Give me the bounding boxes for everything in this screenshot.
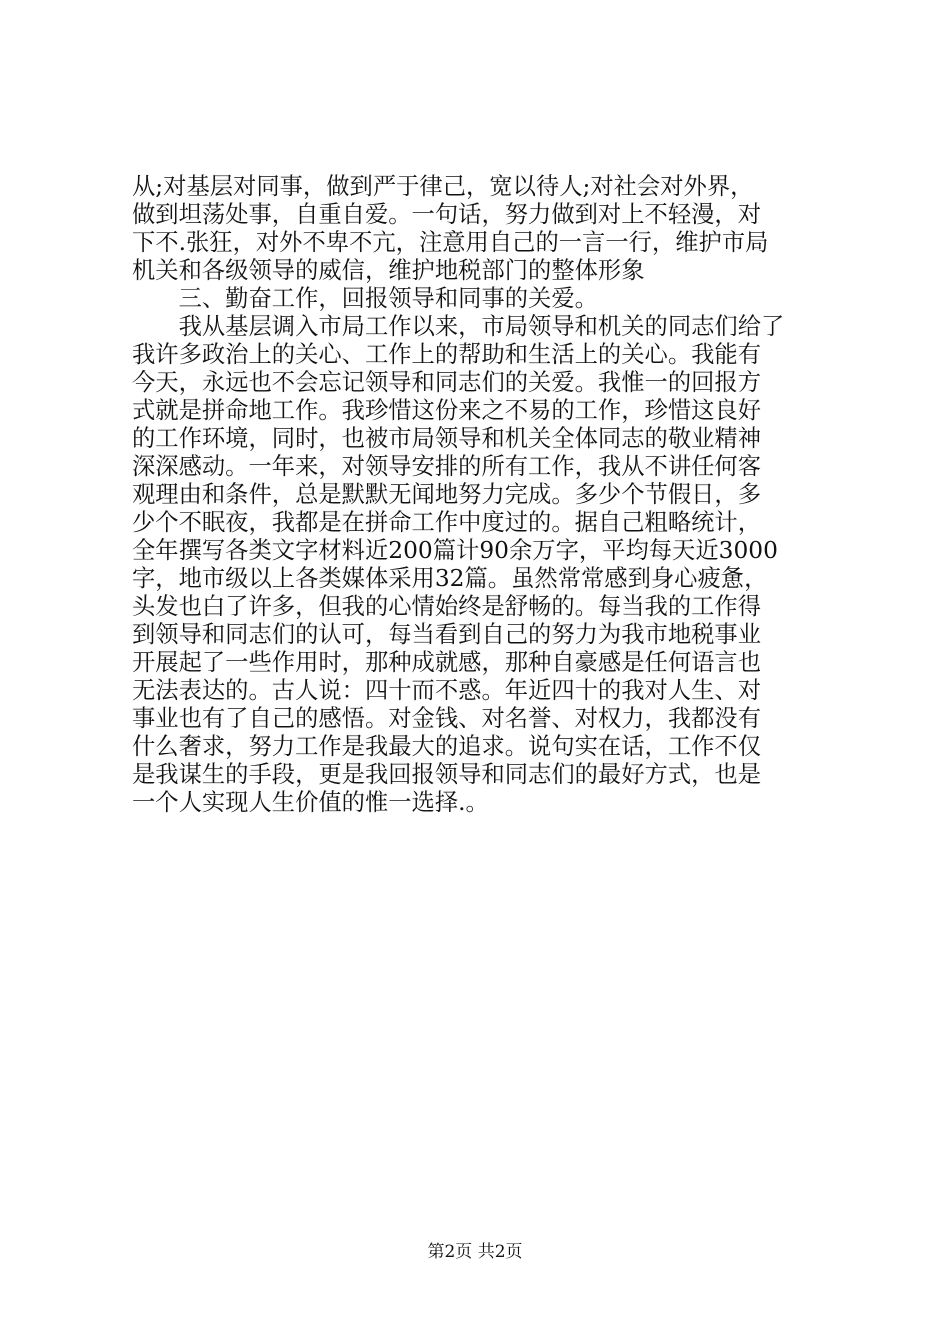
text-line: 是我谋生的手段，更是我回报领导和同志们的最好方式，也是 [132, 761, 762, 788]
text-line: 到领导和同志们的认可，每当看到自己的努力为我市地税事业 [132, 621, 762, 648]
text-line: 什么奢求，努力工作是我最大的追求。说句实在话，工作不仅 [132, 733, 762, 760]
text-line: 头发也白了许多，但我的心情始终是舒畅的。每当我的工作得 [132, 593, 762, 620]
text-line: 字，地市级以上各类媒体采用32篇。虽然常常感到身心疲惫， [132, 565, 768, 592]
text-line: 我从基层调入市局工作以来，市局领导和机关的同志们给了 [132, 313, 785, 340]
text-line: 做到坦荡处事，自重自爱。一句话，努力做到对上不轻漫，对 [132, 201, 762, 228]
text-line: 少个不眠夜，我都是在拼命工作中度过的。据自己粗略统计， [132, 509, 762, 536]
text-line: 开展起了一些作用时，那种成就感，那种自豪感是任何语言也 [132, 649, 762, 676]
text-line: 深深感动。一年来，对领导安排的所有工作，我从不讲任何客 [132, 453, 762, 480]
page-footer [0, 1241, 950, 1263]
text-line: 今天，永远也不会忘记领导和同志们的关爱。我惟一的回报方 [132, 369, 762, 396]
text-line: 无法表达的。古人说：四十而不惑。年近四十的我对人生、对 [132, 677, 762, 704]
text-line: 事业也有了自己的感悟。对金钱、对名誉、对权力，我都没有 [132, 705, 762, 732]
text-line: 式就是拼命地工作。我珍惜这份来之不易的工作，珍惜这良好 [132, 397, 762, 424]
text-line: 我许多政治上的关心、工作上的帮助和生活上的关心。我能有 [132, 341, 762, 368]
text-line: 机关和各级领导的威信，维护地税部门的整体形象 [132, 257, 645, 284]
text-line: 的工作环境，同时，也被市局领导和机关全体同志的敬业精神 [132, 425, 762, 452]
text-line: 从;对基层对同事，做到严于律己，宽以待人;对社会对外界， [132, 173, 754, 200]
page-number: 第2页 共2页 [427, 1242, 523, 1262]
text-line: 一个人实现人生价值的惟一选择.。 [132, 789, 489, 816]
text-line: 下不.张狂，对外不卑不亢，注意用自己的一言一行，维护市局 [132, 229, 769, 256]
section-heading: 三、勤奋工作，回报领导和同事的关爱。 [132, 285, 598, 312]
text-line: 全年撰写各类文字材料近200篇计90余万字，平均每天近3000 [132, 537, 778, 564]
text-line: 观理由和条件，总是默默无闻地努力完成。多少个节假日，多 [132, 481, 762, 508]
body-text [132, 173, 832, 817]
